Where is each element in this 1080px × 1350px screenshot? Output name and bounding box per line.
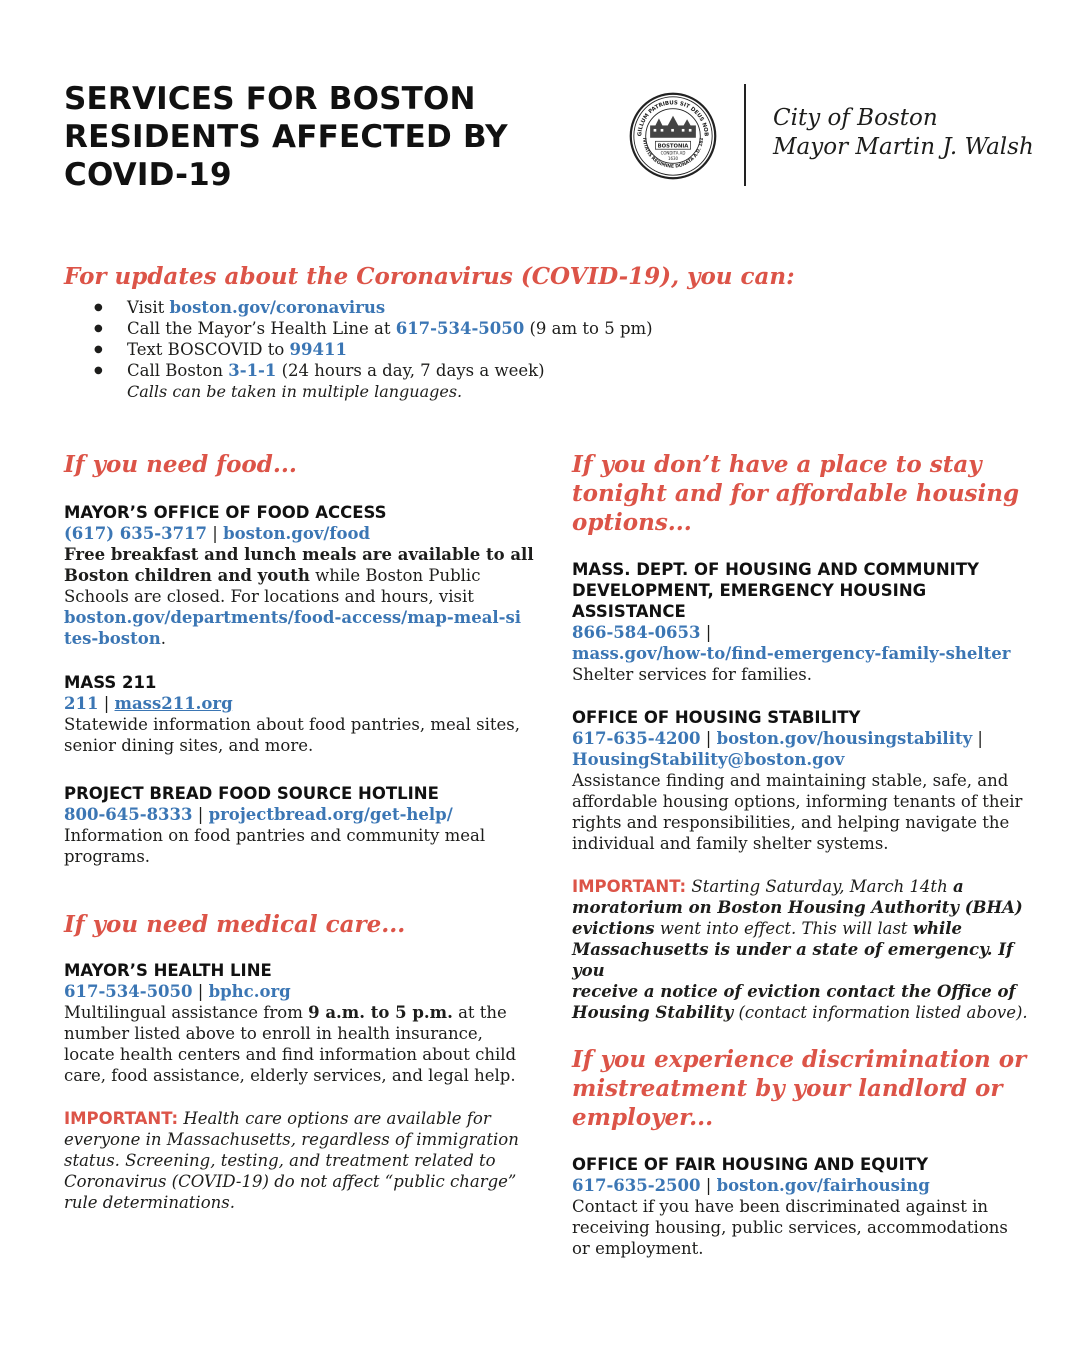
important-label: IMPORTANT: <box>572 877 687 896</box>
desc-text: rights and responsibilities, and helping navigate the <box>572 813 1010 832</box>
title-line: SERVICES FOR BOSTON <box>64 81 476 117</box>
description <box>64 714 534 756</box>
name-line: ASSISTANCE <box>572 602 686 621</box>
note-text: went into effect. This will last <box>654 919 913 938</box>
separator: | <box>207 524 224 543</box>
item-text: (24 hours a day, 7 days a week) <box>276 361 545 380</box>
city-of-boston-wordmark <box>773 104 1034 162</box>
description <box>572 1196 1042 1259</box>
description <box>64 1002 534 1086</box>
food-heading: If you need food... <box>64 451 297 478</box>
mass211-block <box>64 672 534 756</box>
website-link[interactable]: boston.gov/fairhousing <box>716 1176 930 1195</box>
heading-line: mistreatment by your landlord or <box>572 1075 1003 1102</box>
seal-sub-text: CONDITA AD <box>660 150 686 156</box>
city-name: City of Boston <box>773 105 938 131</box>
housing-stability-block <box>572 707 1042 854</box>
website-link[interactable]: mass211.org <box>114 694 233 713</box>
org-name: OFFICE OF HOUSING STABILITY <box>572 708 861 727</box>
description: Shelter services for families. <box>572 665 813 684</box>
separator: | <box>98 694 115 713</box>
note-text: Health care options are available for <box>178 1109 491 1128</box>
note-text: (contact information listed above). <box>733 1003 1028 1022</box>
note-bold: Housing Stability <box>572 1003 734 1022</box>
org-name: OFFICE OF FAIR HOUSING AND EQUITY <box>572 1155 929 1174</box>
heading-line: If you experience discrimination or <box>572 1046 1027 1073</box>
desc-text: or employment. <box>572 1239 704 1258</box>
housing-important-note <box>572 876 1042 1023</box>
desc-text: programs. <box>64 847 151 866</box>
health-line-phone-link[interactable]: 617-534-5050 <box>395 319 525 338</box>
city-seal-icon <box>629 92 717 180</box>
website-link[interactable]: bphc.org <box>208 982 291 1001</box>
header-divider <box>744 84 746 186</box>
updates-section <box>64 262 1024 402</box>
org-name: MAYOR’S HEALTH LINE <box>64 961 272 980</box>
important-label: IMPORTANT: <box>64 1109 179 1128</box>
desc-text: number listed above to enroll in health insurance, <box>64 1024 483 1043</box>
desc-bold: Boston children and youth <box>64 566 310 585</box>
desc-text: Information on food pantries and community meal <box>64 826 486 845</box>
phone-link[interactable]: 617-635-2500 <box>572 1176 701 1195</box>
desc-text: at the <box>452 1003 507 1022</box>
website-link[interactable]: boston.gov/food <box>223 524 371 543</box>
health-line-block <box>64 960 534 1086</box>
separator: | <box>192 982 209 1001</box>
seal-year-text: 1630 <box>667 155 679 161</box>
desc-text: senior dining sites, and more. <box>64 736 314 755</box>
name-line: MASS. DEPT. OF HOUSING AND COMMUNITY <box>572 560 979 579</box>
desc-text: Assistance finding and maintaining stable, safe, and <box>572 771 1009 790</box>
note-text: everyone in Massachusetts, regardless of immigration <box>64 1130 519 1149</box>
separator: | <box>700 1176 717 1195</box>
email-link[interactable]: HousingStability@boston.gov <box>572 750 845 769</box>
org-name: MAYOR’S OFFICE OF FOOD ACCESS <box>64 503 387 522</box>
housing-heading <box>572 450 1042 537</box>
separator: | <box>972 729 983 748</box>
contact-line <box>572 728 1042 770</box>
contact-line <box>64 693 534 714</box>
desc-text: individual and family shelter systems. <box>572 834 889 853</box>
seal-top-text: GILLUM PATRIBUS SIT DEUS NOB <box>637 100 709 137</box>
title-line: RESIDENTS AFFECTED BY <box>64 119 508 155</box>
note-bold: a <box>952 877 964 896</box>
separator: | <box>192 805 209 824</box>
note-bold: Massachusetts is under a state of emergency. If you <box>572 940 1014 980</box>
desc-text: while Boston Public <box>309 566 481 585</box>
desc-bold: Free breakfast and lunch meals are available to all <box>64 545 534 564</box>
food-access-block <box>64 502 534 649</box>
seal-middle-text: BOSTONIA <box>657 143 689 150</box>
item-text: (9 am to 5 pm) <box>524 319 653 338</box>
phone-link[interactable]: 617-635-4200 <box>572 729 701 748</box>
phone-link[interactable]: 866-584-0653 <box>572 623 701 642</box>
phone-link[interactable]: 211 <box>64 694 99 713</box>
item-text: Call the Mayor’s Health Line at <box>127 319 396 338</box>
updates-heading: For updates about the Coronavirus (COVID-19), you can: <box>64 263 795 290</box>
medical-heading: If you need medical care... <box>64 911 406 938</box>
desc-text: . <box>160 629 166 648</box>
note-text: Coronavirus (COVID-19) do not affect “public charge” <box>64 1172 517 1191</box>
note-text: Starting Saturday, March 14th <box>686 877 953 896</box>
heading-line: options... <box>572 509 692 536</box>
website-link[interactable]: boston.gov/housingstability <box>716 729 973 748</box>
note-bold: while <box>912 919 963 938</box>
phone-link[interactable]: (617) 635-3717 <box>64 524 208 543</box>
contact-line <box>64 523 534 544</box>
separator: | <box>700 623 712 642</box>
fair-housing-block <box>572 1154 1042 1259</box>
item-text: Visit <box>127 298 170 317</box>
heading-line: If you don’t have a place to stay <box>572 451 982 478</box>
item-text: Text BOSCOVID to <box>127 340 290 359</box>
note-bold: moratorium on Boston Housing Authority (BHA) <box>572 898 1023 917</box>
desc-bold: 9 a.m. to 5 p.m. <box>308 1003 453 1022</box>
org-name: PROJECT BREAD FOOD SOURCE HOTLINE <box>64 784 439 803</box>
important-text <box>64 1108 534 1213</box>
description <box>64 825 534 867</box>
boston-311-link[interactable]: 3-1-1 <box>228 361 277 380</box>
heading-line: employer... <box>572 1104 714 1131</box>
contact-line <box>572 1175 1042 1196</box>
org-name <box>572 559 1042 622</box>
website-link[interactable]: projectbread.org/get-help/ <box>208 805 453 824</box>
heading-line: tonight and for affordable housing <box>572 480 1020 507</box>
important-text <box>572 876 1042 1023</box>
phone-link[interactable]: 800-645-8333 <box>64 805 193 824</box>
coronavirus-link[interactable]: boston.gov/coronavirus <box>169 298 386 317</box>
title-line: COVID-19 <box>64 157 232 193</box>
meal-sites-link[interactable]: boston.gov/departments/food-access/map-meal-si <box>64 608 522 627</box>
desc-text: receiving housing, public services, accommodations <box>572 1218 1008 1237</box>
org-name: MASS 211 <box>64 673 157 692</box>
contact-line <box>64 981 534 1002</box>
languages-note: Calls can be taken in multiple languages. <box>127 382 463 401</box>
discrimination-heading <box>572 1045 1042 1132</box>
description <box>64 544 534 649</box>
page-title <box>64 80 584 194</box>
desc-text: Schools are closed. For locations and hours, visit <box>64 587 474 606</box>
website-link[interactable]: mass.gov/how-to/find-emergency-family-shelter <box>572 644 1011 663</box>
name-line: DEVELOPMENT, EMERGENCY HOUSING <box>572 581 927 600</box>
note-bold: receive a notice of eviction contact the Office of <box>572 982 1016 1001</box>
list-item <box>64 318 1024 339</box>
mayor-name: Mayor Martin J. Walsh <box>773 134 1034 160</box>
separator: | <box>700 729 717 748</box>
desc-text: Contact if you have been discriminated against in <box>572 1197 988 1216</box>
item-text: Call Boston <box>127 361 229 380</box>
seal-bottom-text: IVITATIS REGIMINE DONATA A.D. 182 <box>641 137 705 170</box>
contact-line <box>572 622 1042 664</box>
list-item <box>64 297 1024 318</box>
dhcd-block <box>572 559 1042 685</box>
note-text: status. Screening, testing, and treatment related to <box>64 1151 496 1170</box>
desc-text: affordable housing options, informing tenants of their <box>572 792 1023 811</box>
phone-link[interactable]: 617-534-5050 <box>64 982 193 1001</box>
contact-line <box>64 804 534 825</box>
medical-important-note <box>64 1108 534 1213</box>
note-bold: evictions <box>572 919 655 938</box>
description <box>572 770 1042 854</box>
desc-text: Multilingual assistance from <box>64 1003 309 1022</box>
updates-list <box>64 297 1024 402</box>
desc-text: care, food assistance, elderly services, and legal help. <box>64 1066 516 1085</box>
desc-text: Statewide information about food pantries, meal sites, <box>64 715 520 734</box>
desc-text: locate health centers and find information about child <box>64 1045 517 1064</box>
list-item <box>64 360 1024 381</box>
project-bread-block <box>64 783 534 867</box>
text-number-link[interactable]: 99411 <box>289 340 347 359</box>
note-text: rule determinations. <box>64 1193 235 1212</box>
list-item <box>64 339 1024 360</box>
meal-sites-link-cont[interactable]: tes-boston <box>64 629 161 648</box>
